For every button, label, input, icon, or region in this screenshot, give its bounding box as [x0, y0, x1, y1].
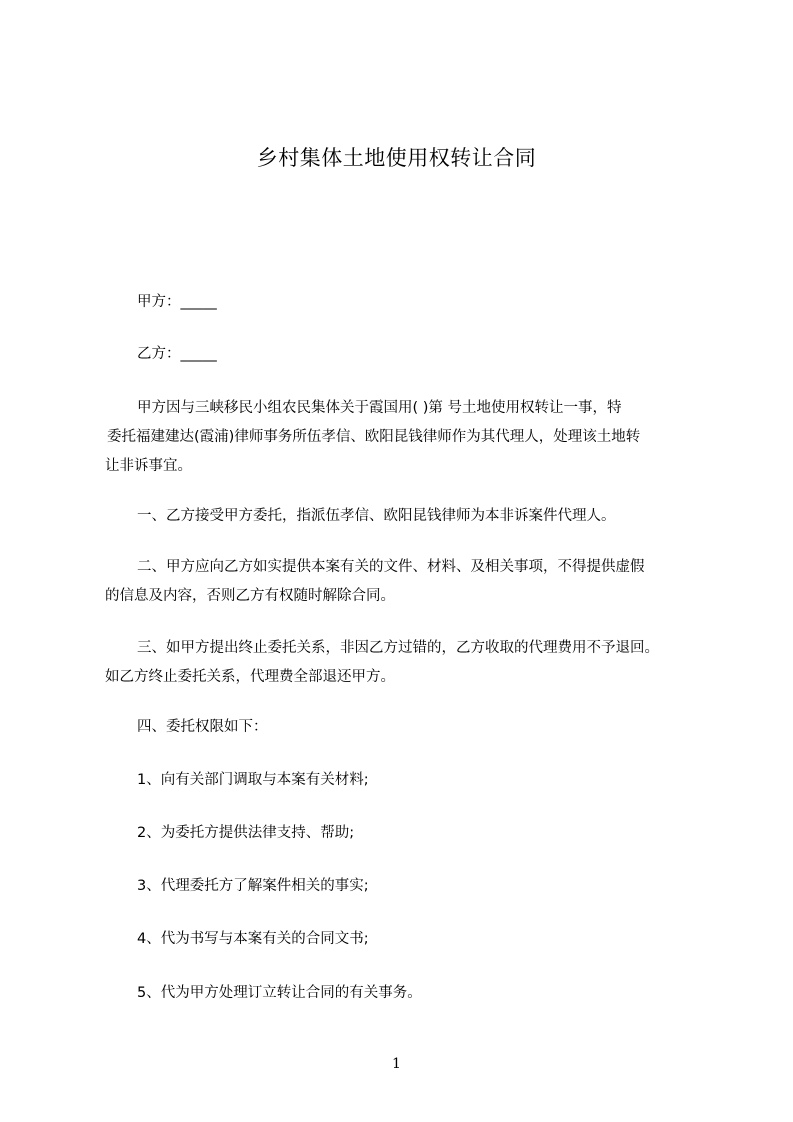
document-title: 乡村集体土地使用权转让合同: [256, 146, 537, 170]
clause-2-line-1: 二、甲方应向乙方如实提供本案有关的文件、材料、及相关事项，不得提供虚假: [137, 559, 645, 575]
clause-2-line-2: 的信息及内容，否则乙方有权随时解除合同。: [105, 588, 395, 604]
authority-item-4: 4、代为书写与本案有关的合同文书;: [137, 931, 369, 947]
party-b-line: 乙方：_____: [137, 346, 217, 362]
clause-4: 四、委托权限如下：: [137, 719, 268, 735]
authority-item-2: 2、为委托方提供法律支持、帮助;: [137, 825, 355, 841]
authority-item-3: 3、代理委托方了解案件相关的事实;: [137, 878, 369, 894]
clause-2: [105, 553, 645, 611]
intro-line-3: 让非诉事宜。: [105, 458, 192, 474]
intro-line-2: 委托福建建达(霞浦)律师事务所伍孝信、欧阳昆钱律师作为其代理人，处理该土地转: [107, 429, 641, 445]
clause-3: [105, 634, 659, 692]
clause-3-line-2: 如乙方终止委托关系，代理费全部退还甲方。: [105, 669, 395, 685]
clause-1: 一、乙方接受甲方委托，指派伍孝信、欧阳昆钱律师为本非诉案件代理人。: [137, 508, 616, 524]
authority-item-1: 1、向有关部门调取与本案有关材料;: [137, 772, 369, 788]
clause-3-line-1: 三、如甲方提出终止委托关系，非因乙方过错的，乙方收取的代理费用不予退回。: [137, 640, 659, 656]
authority-item-5: 5、代为甲方处理订立转让合同的有关事务。: [137, 985, 422, 1001]
page-number: 1: [392, 1056, 401, 1072]
intro-paragraph: [105, 394, 640, 481]
intro-line-1: 甲方因与三峡移民小组农民集体关于霞国用( )第 号土地使用权转让一事，特: [137, 400, 622, 416]
party-a-line: 甲方：_____: [137, 294, 217, 310]
